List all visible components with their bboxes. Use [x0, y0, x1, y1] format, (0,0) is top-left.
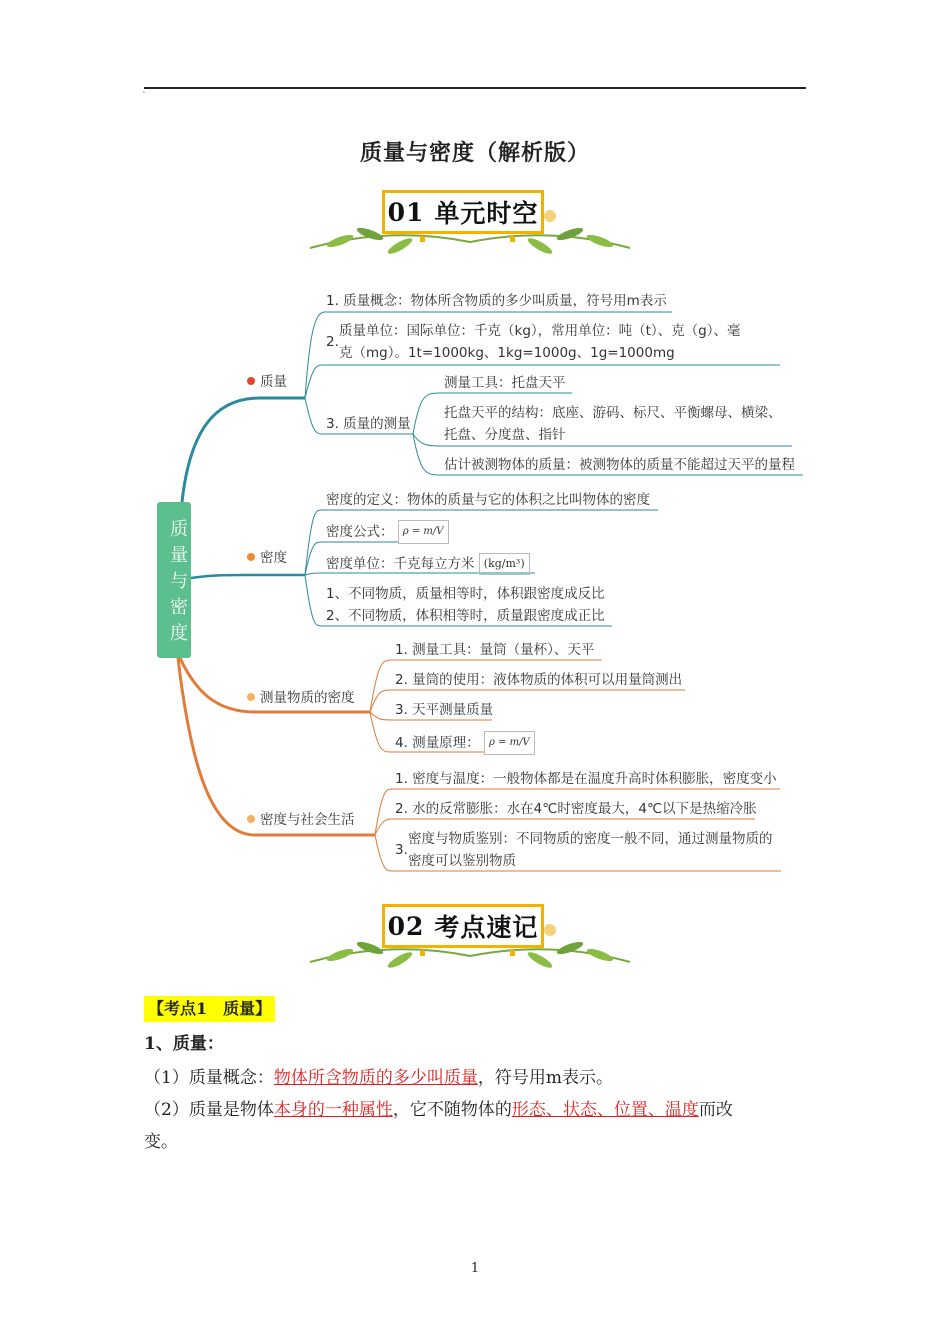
header-mark: ˎ: [142, 84, 147, 94]
section-title-box: [382, 904, 544, 948]
measure-balance: 3. 天平测量质量: [395, 702, 494, 718]
density-unit-row: [326, 553, 530, 575]
text-span: 而改: [698, 1100, 733, 1120]
measure-principle-row: [395, 731, 535, 755]
kaodian-heading: 1、质量：: [144, 1034, 224, 1054]
section-number: 02: [387, 911, 425, 941]
document-title: 质量与密度（解析版）: [359, 140, 590, 166]
mass-concept: 1. 质量概念：物体所含物质的多少叫质量，符号用m表示: [326, 293, 667, 309]
branch-label: 密度: [260, 550, 287, 566]
density-definition: 密度的定义：物体的质量与它的体积之比叫物体的密度: [326, 492, 650, 508]
section-banner-2: [300, 900, 640, 990]
section-number: 01: [387, 197, 425, 227]
bullet-dot-icon: [247, 553, 255, 561]
kaodian-paragraph-2-tail: 变。: [144, 1132, 178, 1152]
mass-tool: 测量工具：托盘天平: [444, 375, 566, 391]
density-unit-label: 密度单位：千克每立方米: [326, 556, 475, 572]
kaodian-paragraph-2: [144, 1094, 814, 1126]
mass-unit-line2: 克（mg）。1t=1000kg、1kg=1000g、1g=1000mg: [339, 345, 675, 361]
social-water: 2. 水的反常膨胀：水在4℃时密度最大，4℃以下是热缩冷胀: [395, 801, 757, 817]
branch-social: [247, 810, 355, 830]
branch-label: 测量物质的密度: [260, 690, 355, 706]
bullet-dot-icon: [247, 693, 255, 701]
bullet-dot-icon: [247, 815, 255, 823]
text-span: ，它不随物体的: [392, 1100, 512, 1120]
social-identify-line2: 密度可以鉴别物质: [408, 853, 516, 869]
highlight-text: 本身的一种属性: [273, 1100, 393, 1120]
text-span: （1）质量概念：: [144, 1068, 274, 1088]
social-identify-number: 3.: [395, 842, 408, 858]
measure-principle-label: 4. 测量原理：: [395, 735, 480, 751]
density-unit: (kg/m³): [479, 553, 530, 575]
mass-unit-line1: 质量单位：国际单位：千克（kg），常用单位：吨（t）、克（g）、毫: [339, 323, 741, 339]
mass-unit-number: 2.: [326, 334, 339, 350]
branch-mass: [247, 372, 287, 392]
measure-cylinder: 2. 量筒的使用：液体物质的体积可以用量筒测出: [395, 672, 683, 688]
mass-structure-line2: 托盘、分度盘、指针: [444, 427, 566, 443]
mass-measure: 3. 质量的测量: [326, 416, 411, 432]
mass-structure-line1: 托盘天平的结构：底座、游码、标尺、平衡螺母、横梁、: [444, 405, 782, 421]
density-formula-label: 密度公式：: [326, 524, 394, 540]
mindmap-center: 质量与密度: [157, 502, 191, 658]
branch-label: 密度与社会生活: [260, 812, 355, 828]
density-formula: ρ = m/V: [398, 520, 449, 544]
kaodian-paragraph-1: [144, 1062, 814, 1094]
text-span: （2）质量是物体: [144, 1100, 274, 1120]
social-temperature: 1. 密度与温度：一般物体都是在温度升高时体积膨胀，密度变小: [395, 771, 777, 787]
section-title: 单元时空: [434, 199, 539, 228]
kaodian-header: 【考点1 质量】: [144, 996, 275, 1022]
highlight-text: 物体所含物质的多少叫质量: [273, 1068, 478, 1088]
mass-estimate: 估计被测物体的质量：被测物体的质量不能超过天平的量程: [444, 457, 795, 473]
measure-tool: 1. 测量工具：量筒（量杯）、天平: [395, 642, 595, 658]
density-rule-1: 1、不同物质，质量相等时，体积跟密度成反比: [326, 586, 605, 602]
social-identify-line1: 密度与物质鉴别：不同物质的密度一般不同，通过测量物质的: [408, 831, 773, 847]
section-title: 考点速记: [434, 913, 539, 942]
highlight-text: 形态、状态、位置、温度: [511, 1100, 699, 1120]
text-span: ，符号用m表示。: [477, 1068, 613, 1088]
branch-label: 质量: [260, 374, 287, 390]
density-formula-row: [326, 520, 449, 544]
bullet-dot-icon: [247, 377, 255, 385]
measure-formula: ρ = m/V: [484, 731, 535, 755]
page-number: 1: [470, 1261, 480, 1276]
density-rule-2: 2、不同物质，体积相等时，质量跟密度成正比: [326, 608, 605, 624]
branch-density: [247, 548, 287, 568]
branch-measure: [247, 688, 355, 708]
